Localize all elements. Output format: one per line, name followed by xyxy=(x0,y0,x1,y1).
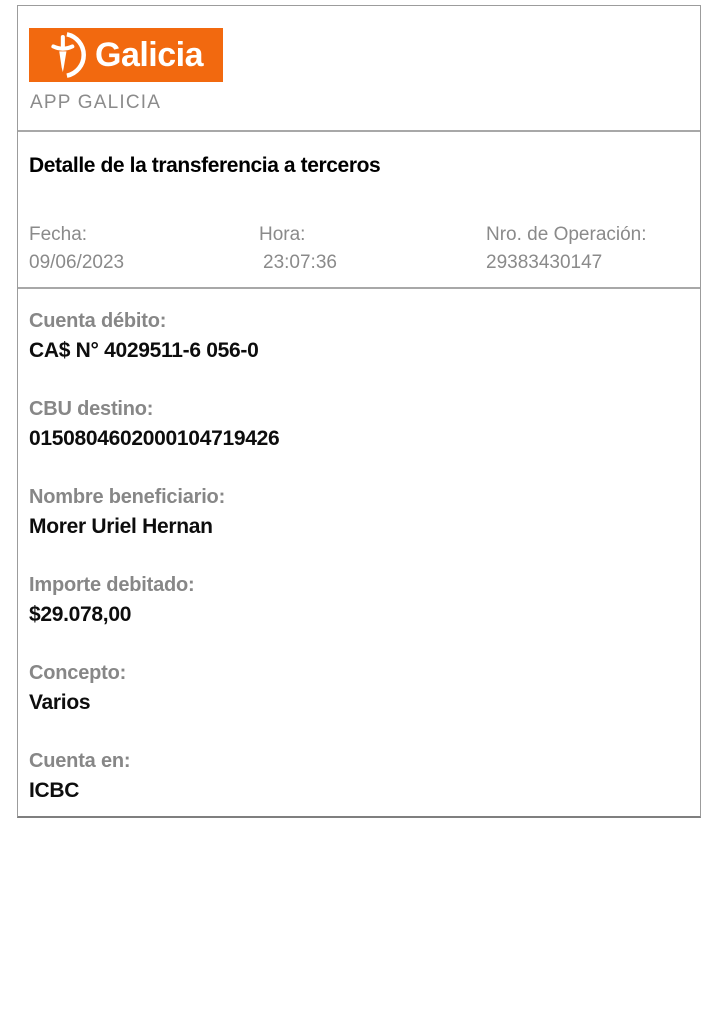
cuenta-en-value: ICBC xyxy=(29,779,80,802)
meta-operacion xyxy=(486,223,692,275)
fecha-value: 09/06/2023 xyxy=(29,252,125,273)
concepto-value: Varios xyxy=(29,691,91,714)
operacion-value: 29383430147 xyxy=(486,252,603,273)
hora-value: 23:07:36 xyxy=(263,252,337,273)
galicia-logo xyxy=(29,28,223,82)
cuenta-debito-value: CA$ N° 4029511-6 056-0 xyxy=(29,339,259,362)
fecha-label: Fecha: xyxy=(29,224,88,245)
field-nombre-beneficiario xyxy=(29,485,692,540)
nombre-beneficiario-value: Morer Uriel Hernan xyxy=(29,515,213,538)
meta-divider xyxy=(18,287,700,289)
cuenta-debito-label: Cuenta débito: xyxy=(29,310,167,332)
meta-fecha xyxy=(29,223,259,275)
importe-debitado-value: $29.078,00 xyxy=(29,603,132,626)
field-cuenta-debito xyxy=(29,309,692,364)
concepto-label: Concepto: xyxy=(29,662,127,684)
header-divider xyxy=(18,130,700,132)
nombre-beneficiario-label: Nombre beneficiario: xyxy=(29,486,226,508)
field-cuenta-en xyxy=(29,749,692,804)
field-cbu-destino xyxy=(29,397,692,452)
transfer-meta-row xyxy=(29,223,692,275)
page-title: Detalle de la transferencia a terceros xyxy=(29,154,381,177)
operacion-label: Nro. de Operación: xyxy=(486,224,647,245)
importe-debitado-label: Importe debitado: xyxy=(29,574,195,596)
cbu-destino-label: CBU destino: xyxy=(29,398,154,420)
cuenta-en-label: Cuenta en: xyxy=(29,750,131,772)
app-name-label: APP GALICIA xyxy=(30,92,162,113)
hora-label: Hora: xyxy=(259,224,306,245)
transfer-receipt-card xyxy=(17,5,701,818)
cbu-destino-value: 0150804602000104719426 xyxy=(29,427,280,450)
transfer-detail-fields xyxy=(29,309,692,837)
meta-hora xyxy=(259,223,486,275)
field-concepto xyxy=(29,661,692,716)
santiago-sword-icon xyxy=(39,28,93,82)
galicia-wordmark: Galicia xyxy=(95,36,204,74)
field-importe-debitado xyxy=(29,573,692,628)
